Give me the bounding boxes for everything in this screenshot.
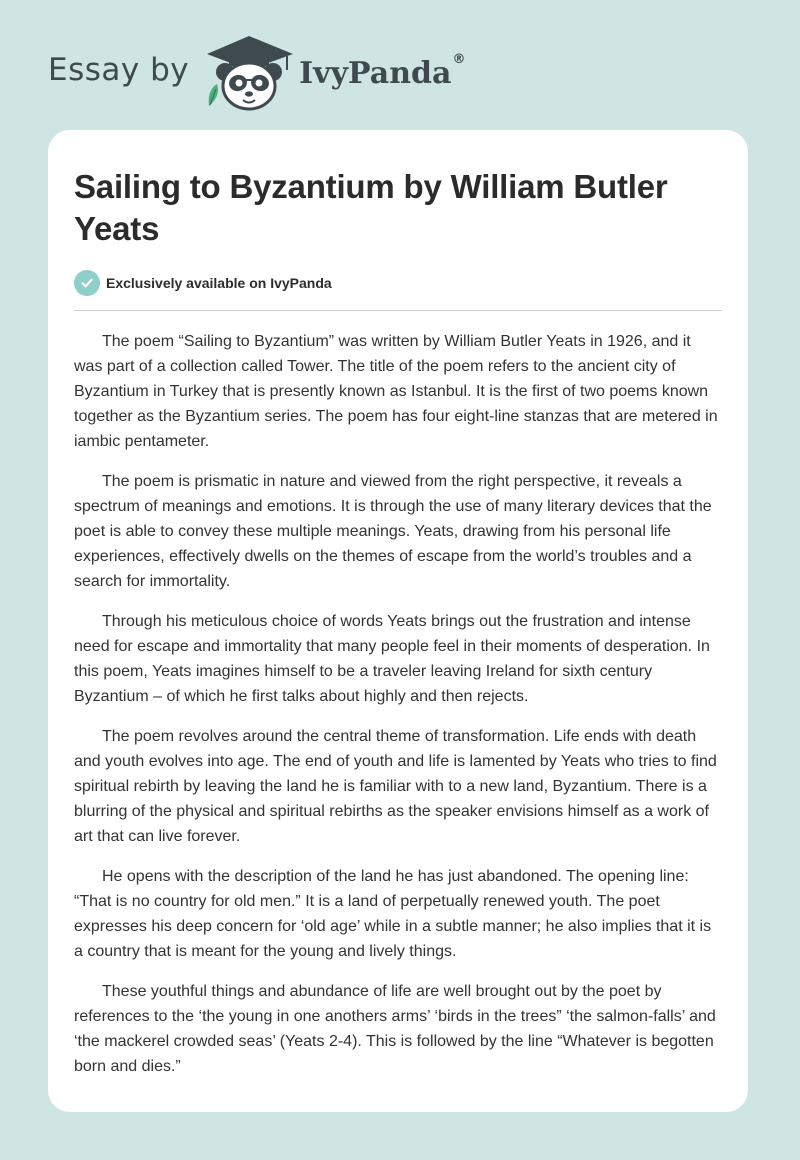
paragraph: He opens with the description of the land he has just abandoned. The opening line: “That is no country for old men.” It is a land of perpetually renewed youth. The poet expresses his deep concern for ‘old age’ while in a subtle manner; he also implies that it is a country that is meant for the young and lively things. [74,868,712,960]
exclusive-badge [74,270,722,296]
brand-name[interactable]: IvyPanda® [299,51,466,91]
exclusive-badge-label: Exclusively available on IvyPanda [106,275,332,291]
paragraph: The poem is prismatic in nature and viewed from the right perspective, it reveals a spectrum of meanings and emotions. It is through the use of many literary devices that the poet is able to convey these multiple meanings. Yeats, drawing from his personal life experiences, effectively dwells on the themes of escape from the world’s troubles and a search for immortality. [74,473,712,590]
essay-card [48,130,748,1112]
site-header [48,34,465,114]
paragraph: These youthful things and abundance of life are well brought out by the poet by references to the ‘the young in one anothers arms’ ‘birds in the trees” ‘the salmon-falls’ and ‘the mackerel crowded seas’ (Yeats 2-4). This is followed by the line “Whatever is begotten born and dies.” [74,983,716,1075]
essay-title: Sailing to Byzantium by William Butler Yeats [74,168,668,247]
divider [74,310,722,311]
essay-by-label: Essay by [48,52,190,88]
paragraph: Through his meticulous choice of words Yeats brings out the frustration and intense need for escape and immortality that many people feel in their moments of desperation. In this poem, Yeats imagines himself to be a traveler leaving Ireland for sixth century Byzantium – of which he first talks about highly and then rejects. [74,613,710,705]
paragraph: The poem revolves around the central theme of transformation. Life ends with death and youth evolves into age. The end of youth and life is lamented by Yeats who tries to find spiritual rebirth by leaving the land he is familiar with to a new land, Byzantium. There is a blurring of the physical and spiritual rebirths as the speaker envisions himself as a work of art that can live forever. [74,728,717,845]
panda-graduate-logo-icon[interactable] [203,34,295,114]
check-icon [74,270,100,296]
paragraph: The poem “Sailing to Byzantium” was written by William Butler Yeats in 1926, and it was part of a collection called Tower. The title of the poem refers to the ancient city of Byzantium in Turkey that is presently known as Istanbul. It is the first of two poems known together as the Byzantium series. The poem has four eight-line stanzas that are metered in iambic pentameter. [74,333,718,450]
essay-body [74,329,722,1079]
